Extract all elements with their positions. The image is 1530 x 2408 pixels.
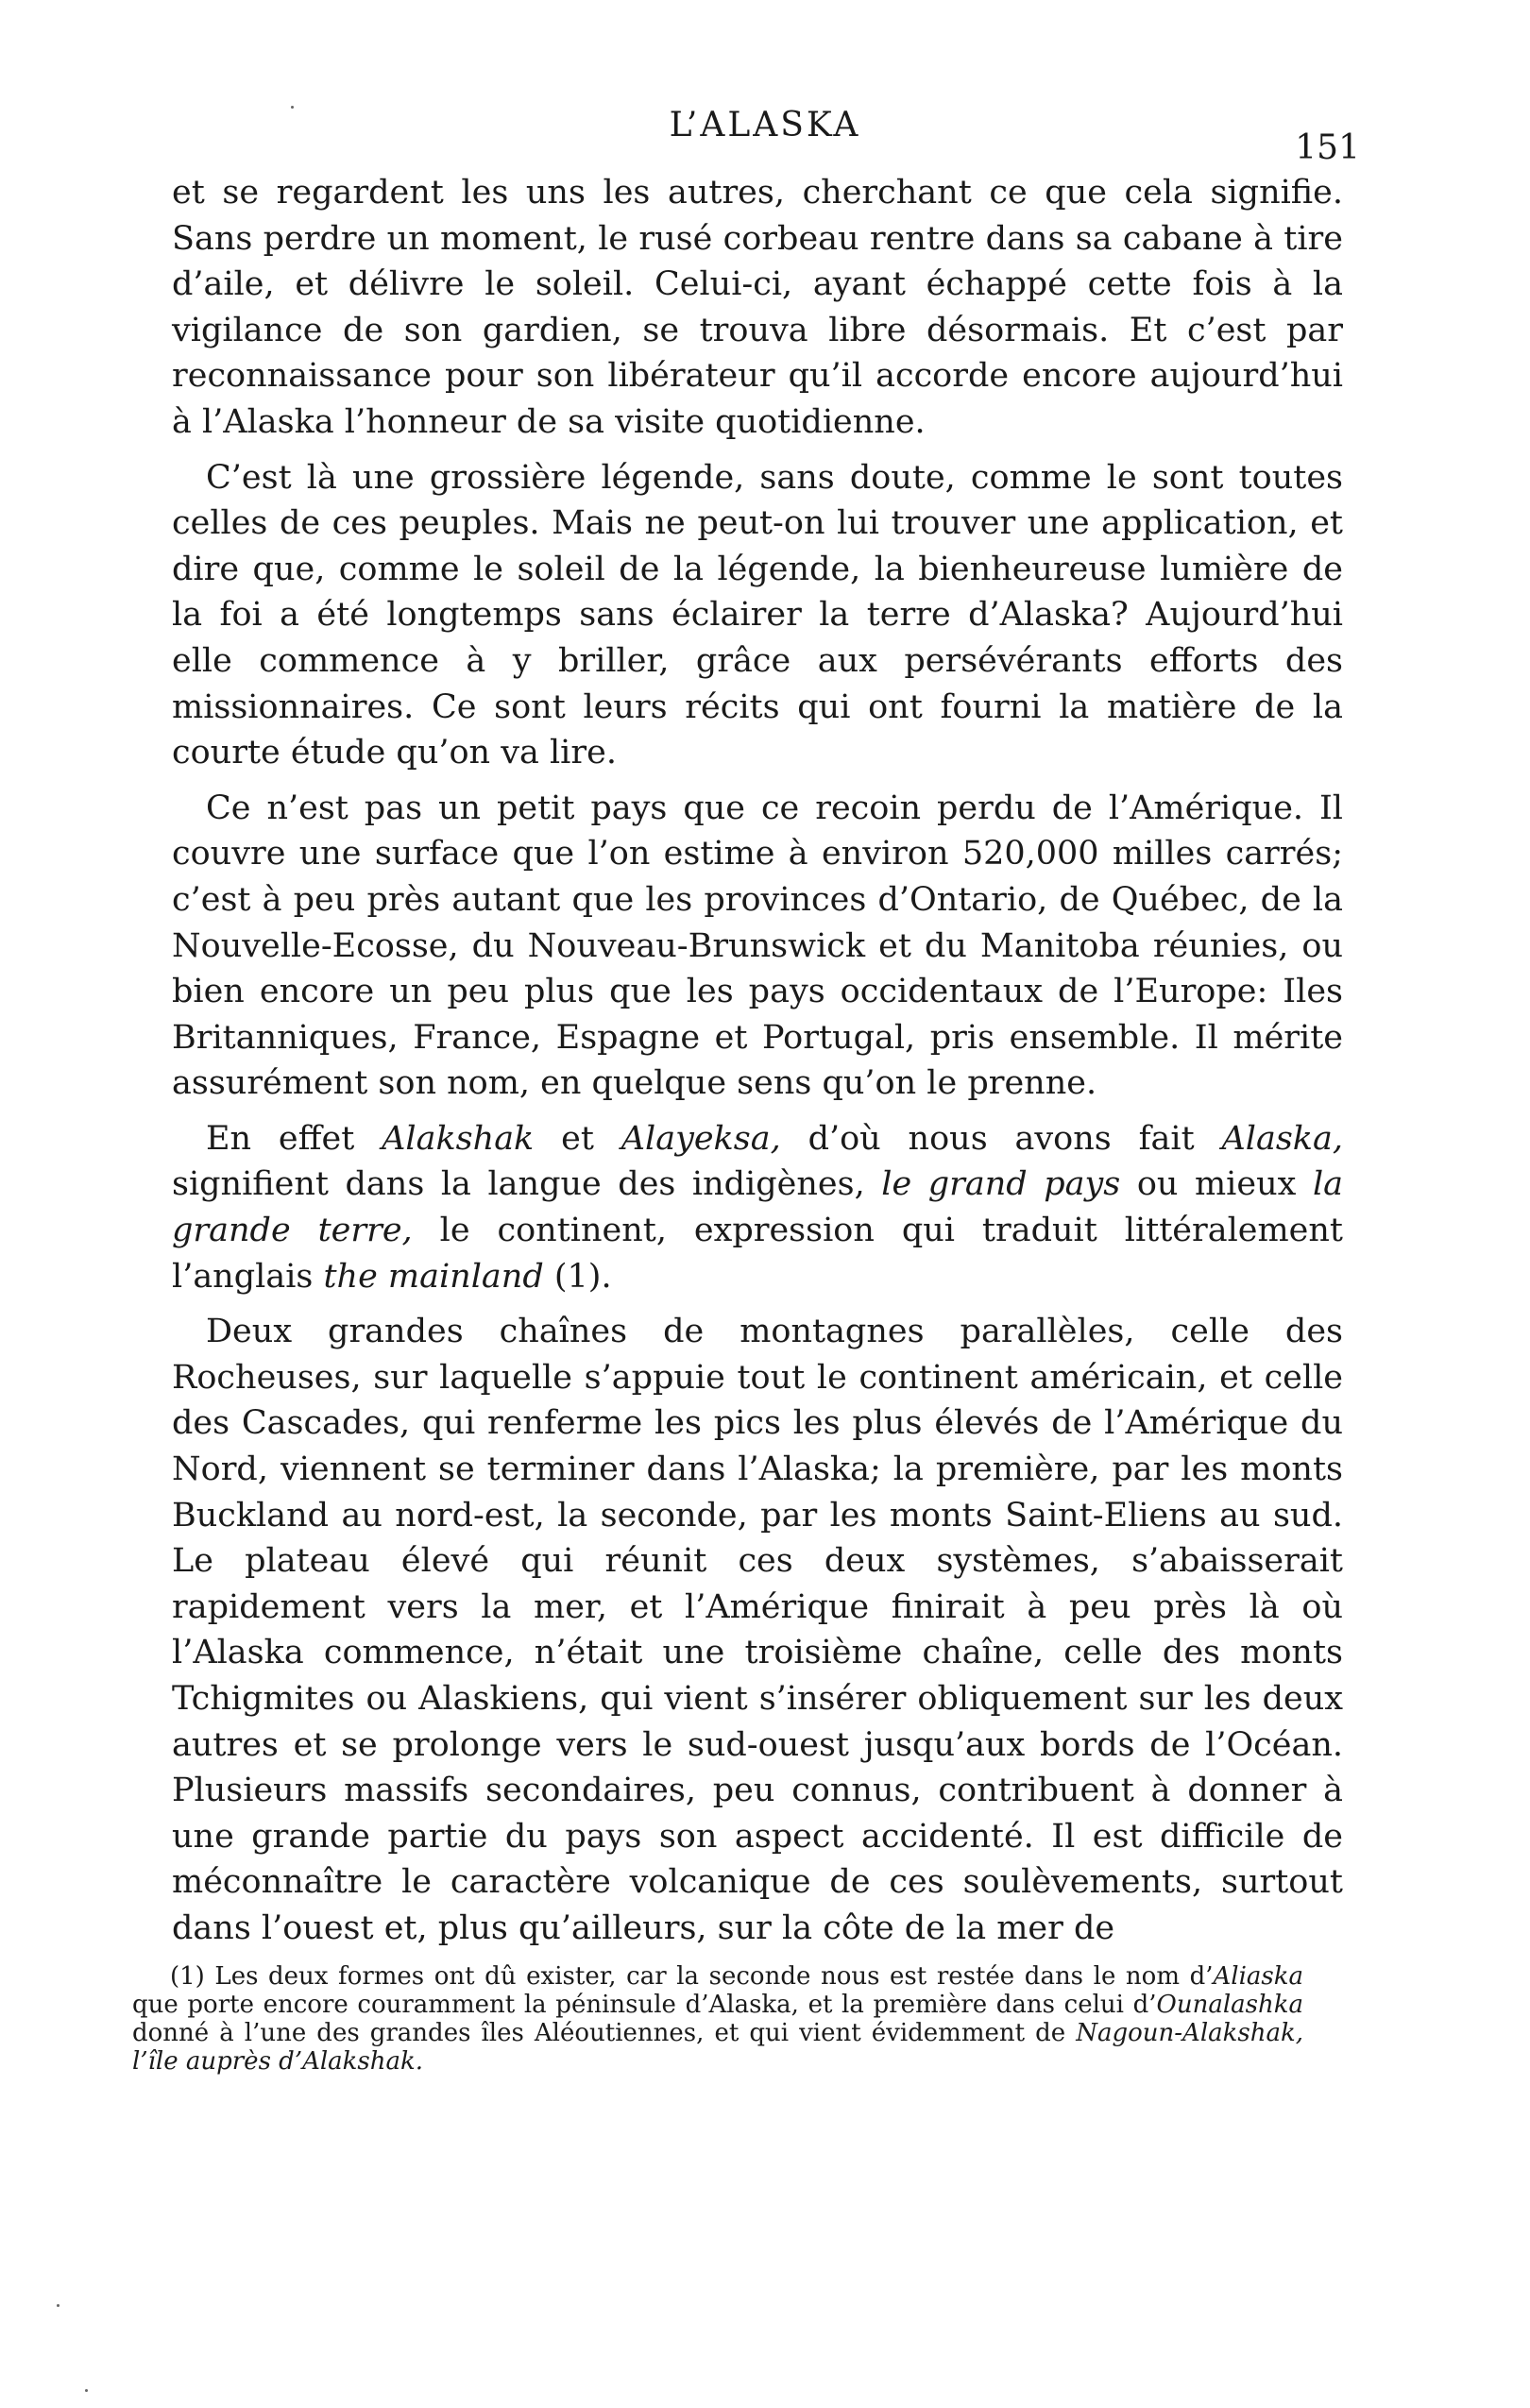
paragraph-4-text: d’où nous avons fait [780, 1119, 1222, 1158]
page-header [170, 106, 1360, 167]
paragraph-4-text: le continent, expression qui traduit littéralement l’anglais [172, 1212, 1343, 1296]
scan-speck [85, 2389, 88, 2392]
term-aliaska: Aliaska [1213, 1962, 1303, 1991]
footnote-text [132, 1962, 1303, 2076]
paragraph-4-text: ou mieux [1120, 1165, 1313, 1204]
footnote-part: que porte encore couramment la péninsule d’Alaska, et la première dans celui d’ [132, 1991, 1157, 2019]
footnote-part: donné à l’une des grandes îles Aléoutiennes, et qui vient évidemment de [132, 2019, 1077, 2047]
footnote [132, 1962, 1303, 2076]
term-alaska: Alaska, [1221, 1119, 1343, 1158]
footnote-reference: (1). [543, 1257, 612, 1296]
footnote-part: (1) Les deux formes ont dû exister, car la seconde nous est restée dans le nom d’ [170, 1962, 1214, 1991]
term-alayeksa: Alayeksa, [620, 1119, 781, 1158]
paragraph-4-text: signifient dans la langue des indigènes, [172, 1165, 882, 1204]
term-grand-pays: le grand pays [881, 1165, 1121, 1204]
scan-speck [291, 106, 294, 109]
page-number: 151 [1295, 128, 1360, 167]
paragraph-1: et se regardent les uns les autres, cherchant ce que cela signifie. Sans perdre un moment, le rusé corbeau rentre dans sa cabane à tire d’aile, et délivre le soleil. Celui-ci, ayant échappé cette fois à la vigilance de son gardien, se trouva libre désormais. Et c’est par reconnaissance pour son libérateur qu’il accorde encore aujourd’hui à l’Alaska l’honneur de sa visite quotidienne. [172, 174, 1343, 441]
paragraph-5: Deux grandes chaînes de montagnes parallèles, celle des Rocheuses, sur laquelle s’appuie tout le continent américain, et celle des Cascades, qui renferme les pics les plus élevés de l’Amérique du Nord, viennent se terminer dans l’Alaska; la première, par les monts Buckland au nord-est, la seconde, par les monts Saint-Eliens au sud. Le plateau élevé qui réunit ces deux systèmes, s’abaisserait rapidement vers la mer, et l’Amérique finirait à peu près là où l’Alaska commence, n’était une troisième chaîne, celle des monts Tchigmites ou Alaskiens, qui vient s’insérer obliquement sur les deux autres et se prolonge vers le sud-ouest jusqu’aux bords de l’Océan. Plusieurs massifs secondaires, peu connus, contribuent à donner à une grande partie du pays son aspect accidenté. Il est difficile de méconnaître le caractère volcanique de ces soulèvements, surtout dans l’ouest et, plus qu’ailleurs, sur la côte de la mer de [172, 1313, 1343, 1947]
paragraph-4-text: En effet [206, 1119, 382, 1158]
term-nagoun-alakshak: Nagoun-Alakshak, l’île auprès d’Alakshak. [132, 2019, 1303, 2076]
paragraph-4-text: et [534, 1119, 621, 1158]
paragraph-4 [172, 1116, 1343, 1299]
term-ounalashka: Ounalashka [1156, 1991, 1303, 2019]
paragraph-2: C’est là une grossière légende, sans doute, comme le sont toutes celles de ces peuples. Mais ne peut-on lui trouver une application, et dire que, comme le soleil de la légende, la bienheureuse lumière de la foi a été longtemps sans éclairer la terre d’Alaska? Aujourd’hui elle commence à y briller, grâce aux persévérants efforts des missionnaires. Ce sont leurs récits qui ont fourni la matière de la courte étude qu’on va lire. [172, 458, 1343, 772]
term-mainland: the mainland [323, 1257, 544, 1296]
body-text [172, 170, 1343, 1952]
term-alakshak: Alakshak [382, 1119, 535, 1158]
scan-speck [57, 2304, 60, 2307]
term-grande-terre: la grande terre, [172, 1165, 1343, 1250]
paragraph-3: Ce n’est pas un petit pays que ce recoin perdu de l’Amérique. Il couvre une surface que l’on estime à environ 520,000 milles carrés; c’est à peu près autant que les provinces d’Ontario, de Québec, de la Nouvelle-Ecosse, du Nouveau-Brunswick et du Manitoba réunies, ou bien encore un peu plus que les pays occidentaux de l’Europe: Iles Britanniques, France, Espagne et Portugal, pris ensemble. Il mérite assurément son nom, en quelque sens qu’on le prenne. [172, 789, 1343, 1103]
running-title: L’ALASKA [669, 106, 861, 144]
